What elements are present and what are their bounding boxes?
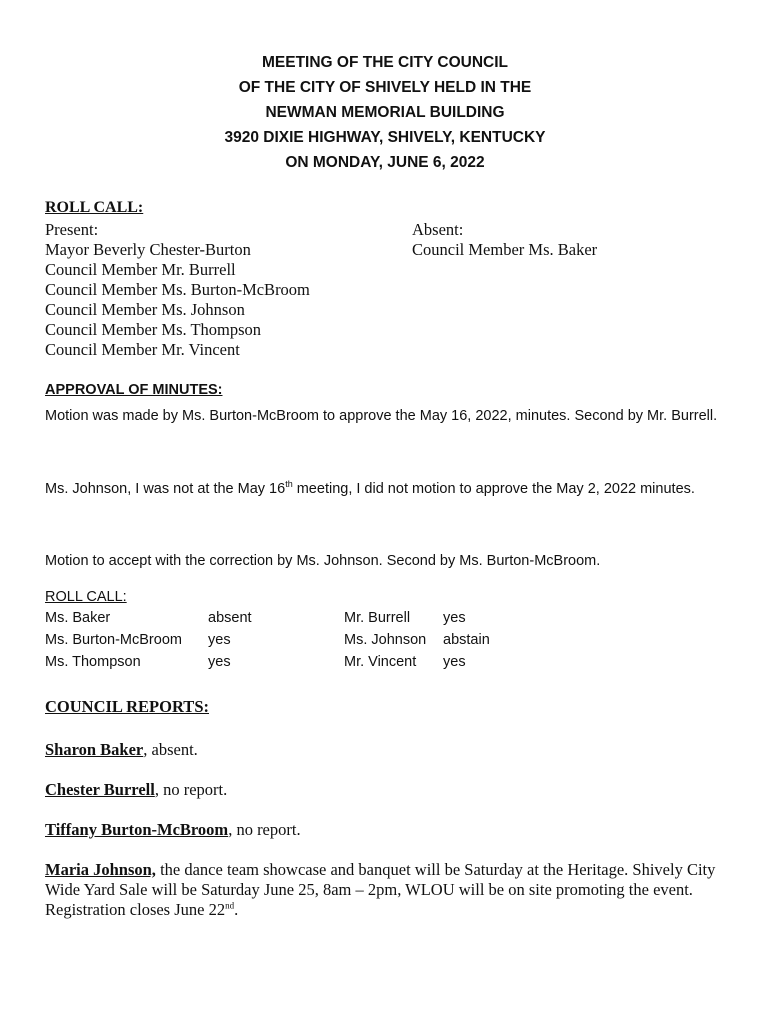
member-name: Ms. Baker: [45, 610, 111, 626]
member-name: Mr. Burrell: [344, 610, 411, 626]
member-vote: yes: [208, 632, 231, 648]
present-member: Mayor Beverly Chester-Burton: [45, 240, 251, 259]
member-name: Tiffany Burton-McBroom: [45, 820, 229, 839]
absent-label: Absent:: [412, 220, 464, 239]
present-member: Council Member Ms. Thompson: [45, 320, 262, 339]
present-list: [45, 220, 310, 360]
meeting-title: [0, 50, 770, 175]
paragraph-text: Ms. Johnson, I was not at the May 16: [45, 481, 286, 497]
member-name: Ms. Johnson: [344, 632, 427, 648]
present-member: Council Member Ms. Johnson: [45, 300, 245, 319]
minutes-paragraph-1: Motion was made by Ms. Burton-McBroom to approve the May 16, 2022, minutes. Second by Mr. Burrell.: [45, 408, 718, 424]
member-name: Ms. Burton-McBroom: [45, 632, 182, 648]
absent-list: [412, 220, 597, 260]
present-member: Council Member Mr. Burrell: [45, 260, 236, 279]
title-line-5: ON MONDAY, JUNE 6, 2022: [285, 154, 485, 171]
roll-call-heading: ROLL CALL:: [45, 199, 144, 216]
present-label: Present:: [45, 220, 99, 239]
council-report: [45, 820, 735, 840]
council-report: [45, 860, 735, 920]
member-name: Maria Johnson,: [45, 860, 156, 879]
title-line-1: MEETING OF THE CITY COUNCIL: [262, 54, 508, 71]
council-report: [45, 780, 735, 800]
council-reports-heading: COUNCIL REPORTS:: [45, 697, 209, 716]
vote-roll-call-heading: ROLL CALL:: [45, 589, 127, 605]
member-vote: yes: [443, 654, 466, 670]
title-line-3: NEWMAN MEMORIAL BUILDING: [265, 104, 505, 121]
absent-member: Council Member Ms. Baker: [412, 240, 598, 259]
member-vote: yes: [208, 654, 231, 670]
title-line-4: 3920 DIXIE HIGHWAY, SHIVELY, KENTUCKY: [224, 129, 546, 146]
paragraph-text: meeting, I did not motion to approve the May 2, 2022 minutes.: [292, 481, 695, 497]
ordinal-suffix: th: [285, 479, 293, 490]
minutes-paragraph-2: [45, 477, 735, 501]
member-vote: abstain: [443, 632, 490, 648]
member-vote: absent: [208, 610, 252, 626]
member-name: Sharon Baker: [45, 740, 144, 759]
report-text: , absent.: [143, 740, 198, 759]
member-vote: yes: [443, 610, 466, 626]
approval-of-minutes-heading: APPROVAL OF MINUTES:: [45, 382, 223, 398]
minutes-paragraph-3: Motion to accept with the correction by Ms. Johnson. Second by Ms. Burton-McBroom.: [45, 553, 601, 569]
council-report: [45, 740, 735, 760]
present-member: Council Member Ms. Burton-McBroom: [45, 280, 310, 299]
present-member: Council Member Mr. Vincent: [45, 340, 240, 359]
member-name: Ms. Thompson: [45, 654, 141, 670]
report-text: , no report.: [228, 820, 301, 839]
report-text: , no report.: [154, 780, 228, 799]
report-text: the dance team showcase and banquet will be Saturday at the Heritage. Shively City Wide Yard Sale will be Saturday June 25, 8am – 2pm, WLOU will be on site promoting the event. Registration closes June 22: [45, 860, 716, 919]
member-name: Chester Burrell: [45, 780, 155, 799]
title-line-2: OF THE CITY OF SHIVELY HELD IN THE: [238, 79, 532, 96]
report-text: .: [234, 900, 239, 919]
member-name: Mr. Vincent: [344, 654, 417, 670]
ordinal-suffix: nd: [225, 900, 235, 911]
